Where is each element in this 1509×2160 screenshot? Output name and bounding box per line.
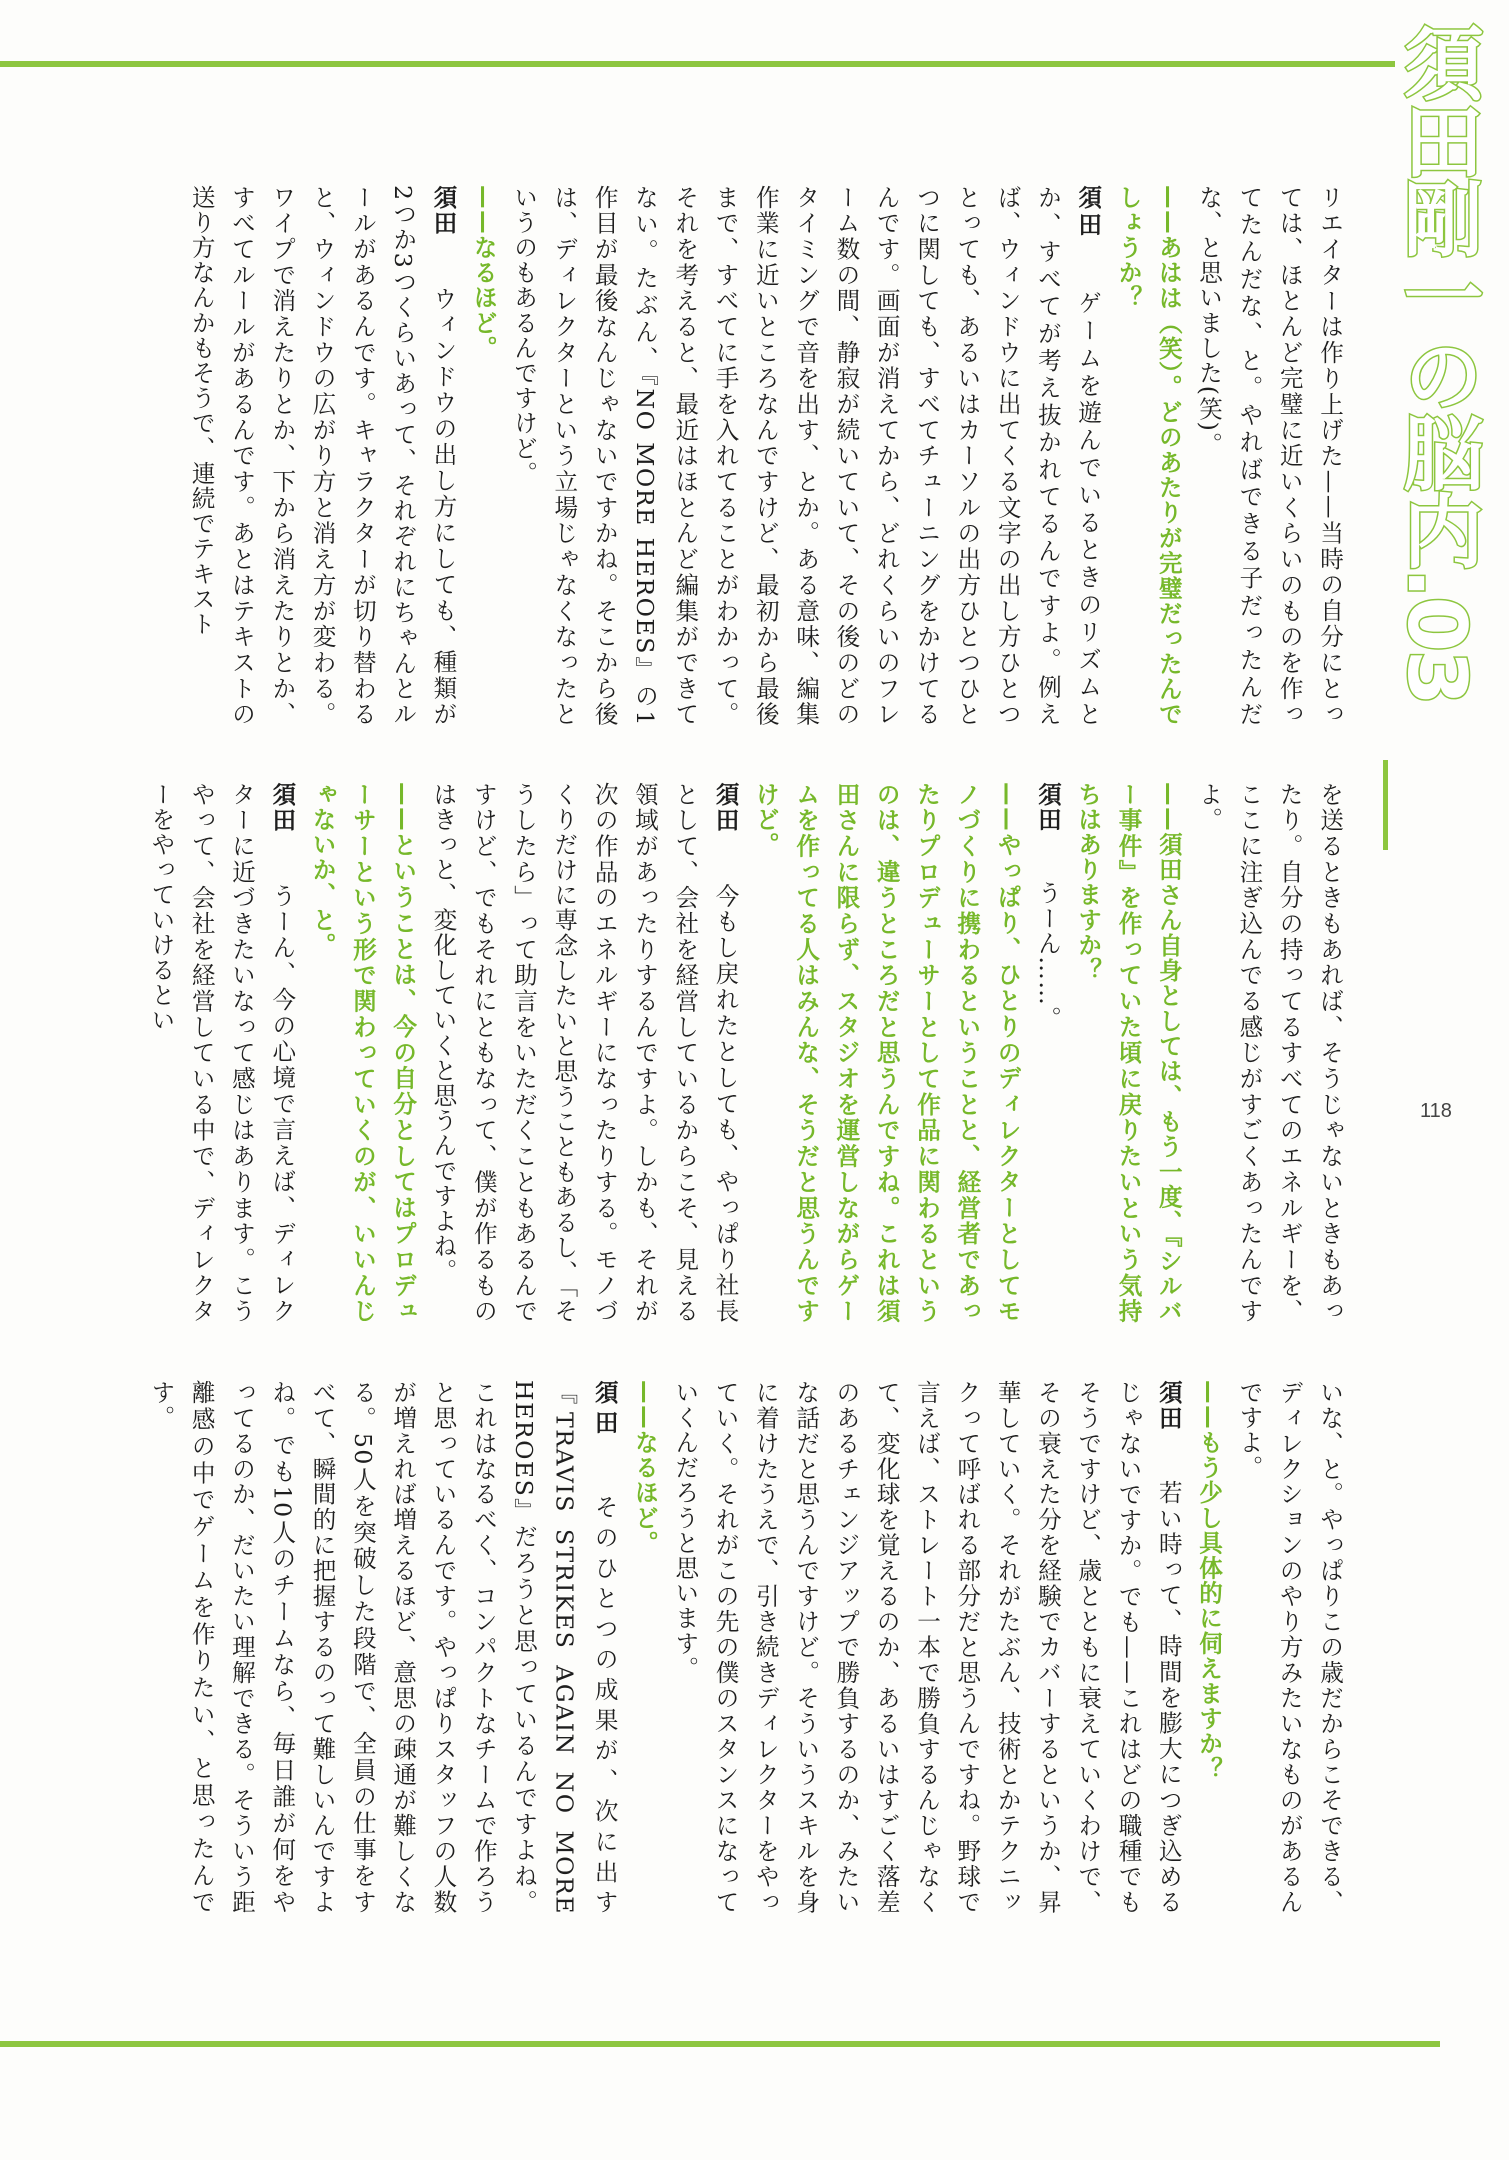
headline-rule [1383,760,1388,850]
paragraph [141,782,302,1324]
paragraph [665,1380,1189,1915]
question-text: ——なるほど。 [630,1380,659,1556]
speaker-label: 須田 [711,782,740,860]
paragraph [1189,782,1350,1324]
page-title: 須田剛一の脳内.03 [1390,22,1483,704]
question-text: ——なるほど。 [469,185,498,361]
interviewer-question [1068,782,1189,1324]
body-text: 今もし戻れたとしても、やっぱり社長として、会社を経営しているからこそ、見える領域があったりするんですよ。しかも、それが次の作品のエネルギーになったりする。モノづくりだけに専念したいと思うこともあるし、「そうしたら」って助言をいただくこともあるんですけど、でもそれにともなって、僕が作るものはきっと、変化していくと思うんですよね。 [429,782,740,1324]
text-block-middle [147,782,1350,1324]
interviewer-question [463,185,503,727]
body-text: 若い時って、時間を膨大につぎ込めるじゃないですか。でも——これはどの職種でもそうですけど、歳とともに衰えていくわけで、その衰えた分を経験でカバーするというか、昇華していく。それがたぶん、技術とかテクニックって呼ばれる部分だと思うんですね。野球で言えば、ストレート一本で勝負するんじゃなくて、変化球を覚えるのか、あるいはすごく落差のあるチェンジアップで勝負するのか、みたいな話だと思うんですけど。そういうスキルを身に着けたうえで、引き続きディレクターをやっていく。それがこの先の僕のスタンスになっていくんだろうと思います。 [671,1380,1183,1915]
speaker-label: 須田 [429,185,458,263]
top-rule [0,61,1395,67]
body-text: うーん……。 [1033,880,1062,1032]
paragraph [181,185,463,727]
speaker-label: 須田 [590,1380,619,1472]
body-text: ゲームを遊んでいるときのリズムとか、すべてが考え抜かれてるんですよ。例えば、ウィンドウに出てくる文字の出し方ひとつとっても、あるいはカーソルの出方ひとつひとつに関しても、すべてチューニングをかけてるんです。画面が消えてから、どれくらいのフレーム数の間、静寂が続いていて、その後のどのタイミングで音を出す、とか。ある意味、編集作業に近いところなんですけど、最初から最後まで、すべてに手を入れてることがわかって。それを考えると、最近はほとんど編集ができてない。たぶん、『NO MORE HEROES』の1作目が最後なんじゃないですかね。そこから後は、ディレクターという立場じゃなくなったというのもあるんですけど。 [510,185,1103,727]
body-text: いな、と。やっぱりこの歳だからこそできる、ディレクションのやり方みたいなものがあるんですよ。 [1235,1380,1344,1915]
question-text: ——もう少し具体的に伺えますか？ [1195,1380,1224,1782]
question-text: ——須田さん自身としては、もう一度、『シルバー事件』を作っていた頃に戻りたいという気持ちはありますか？ [1074,782,1183,1324]
question-text: ——ということは、今の自分としてはプロデューサーという形で関わっていくのが、いいんじゃないか、と。 [308,782,418,1324]
question-text: ——やっぱり、ひとりのディレクターとしてモノづくりに携わるということと、経営者であったりプロデューサーとして作品に関わるというのは、違うところだと思うんですね。これは須田さんに限らず、スタジオを運営しながらゲームを作ってる人はみんな、そうだと思うんですけど。 [751,782,1022,1324]
body-text: そのひとつの成果が、次に出す『TRAVIS STRIKES AGAIN NO MORE HEROES』だろうと思っているんですよね。これはなるべく、コンパクトなチームで作ろうと思っているんです。やっぱりスタッフの人数が増えれば増えるほど、意思の疎通が難しくなる。50人を突破した段階で、全員の仕事をすべて、瞬間的に把握するのって難しいんですよね。でも10人のチームなら、毎日誰が何をやってるのか、だいたい理解できる。そういう距離感の中でゲームを作りたい、と思ったんです。 [147,1380,619,1915]
question-text: ——あはは（笑）。どのあたりが完璧だったんでしょうか？ [1114,185,1183,727]
speaker-label: 須田 [1154,1380,1183,1457]
speaker-label: 須田 [1033,782,1062,858]
speaker-label: 須田 [1074,185,1103,268]
paragraph [504,185,1108,727]
interviewer-question [302,782,423,1324]
bottom-rule [0,2041,1440,2047]
text-block-top [187,185,1350,727]
interviewer-question [625,1380,665,1915]
body-text: ウィンドウの出し方にしても、種類が2つか3つくらいあって、それぞれにちゃんとルールがあるんです。キャラクターが切り替わると、ウィンドウの広がり方と消え方が変わる。ワイプで消えたりとか、下から消えたりとか、すべてルールがあるんです。あとはテキストの送り方なんかもそうで、連続でテキスト [187,185,458,727]
paragraph [1229,1380,1350,1915]
interviewer-question [1108,185,1189,727]
interviewer-question [1189,1380,1229,1915]
text-block-bottom [147,1380,1350,1915]
paragraph [423,782,745,1324]
paragraph [141,1380,625,1915]
body-text: を送るときもあれば、そうじゃないときもあったり。自分の持ってるすべてのエネルギーを、ここに注ぎ込んでる感じがすごくあったんですよ。 [1195,782,1344,1324]
body-text: リエイターは作り上げた——当時の自分にとっては、ほとんど完璧に近いくらいのものを作ってたんだな、と。やればできる子だったんだな、と思いました(笑)。 [1195,185,1344,727]
paragraph [1189,185,1350,727]
body-text: うーん、今の心境で言えば、ディレクターに近づきたいなって感じはあります。こうやって、会社を経営している中で、ディレクターをやっていけるとい [147,782,297,1324]
interviewer-question [746,782,1028,1324]
page-number: 118 [1420,1100,1452,1122]
paragraph [1028,782,1068,1324]
speaker-label: 須田 [268,782,297,860]
